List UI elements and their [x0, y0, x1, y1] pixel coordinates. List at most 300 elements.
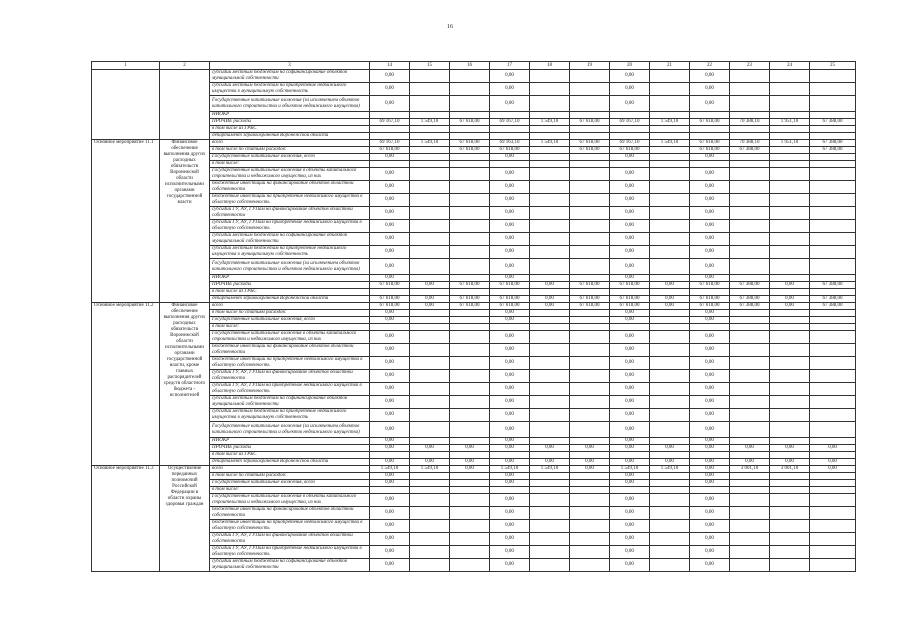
- amount-cell: 0,00: [610, 275, 650, 282]
- amount-cell: 1 549,10: [410, 119, 450, 126]
- amount-cell: [730, 357, 770, 370]
- amount-cell: [450, 507, 490, 520]
- amount-cell: [650, 96, 690, 112]
- amount-cell: [490, 452, 530, 459]
- amount-cell: [770, 233, 810, 246]
- expense-label: всего: [210, 140, 370, 147]
- amount-cell: [530, 83, 570, 96]
- amount-cell: [690, 126, 730, 133]
- amount-cell: 0,00: [370, 546, 410, 559]
- amount-cell: [450, 494, 490, 507]
- amount-cell: [770, 487, 810, 494]
- amount-cell: 67 618,00: [690, 282, 730, 289]
- amount-cell: 0,00: [610, 520, 650, 533]
- amount-cell: [650, 357, 690, 370]
- amount-cell: 67 618,00: [690, 147, 730, 154]
- amount-cell: 67 388,00: [810, 282, 856, 289]
- amount-cell: [770, 317, 810, 324]
- amount-cell: [450, 396, 490, 409]
- amount-cell: [770, 147, 810, 154]
- amount-cell: 0,00: [690, 396, 730, 409]
- amount-cell: [770, 357, 810, 370]
- amount-cell: 67 618,00: [490, 296, 530, 303]
- amount-cell: [770, 246, 810, 259]
- expense-label: бюджетные инвестиции на финансирование объектов областной собственности: [210, 507, 370, 520]
- amount-cell: [530, 559, 570, 572]
- amount-cell: 0,00: [690, 357, 730, 370]
- amount-cell: [450, 96, 490, 112]
- amount-cell: 0,00: [690, 383, 730, 396]
- amount-cell: [570, 546, 610, 559]
- amount-cell: 67 618,00: [690, 119, 730, 126]
- amount-cell: 0,00: [370, 310, 410, 317]
- amount-cell: [410, 275, 450, 282]
- amount-cell: [730, 233, 770, 246]
- amount-cell: 0,00: [610, 370, 650, 383]
- amount-cell: [730, 112, 770, 119]
- amount-cell: [770, 154, 810, 161]
- amount-cell: [530, 396, 570, 409]
- amount-cell: 0,00: [530, 445, 570, 452]
- amount-cell: [730, 452, 770, 459]
- expense-label: департамент здравоохранения Воронежской области: [210, 296, 370, 303]
- amount-cell: 67 618,00: [370, 296, 410, 303]
- expense-label: в том числе:: [210, 161, 370, 168]
- amount-cell: [810, 452, 856, 459]
- amount-cell: [810, 383, 856, 396]
- amount-cell: [810, 207, 856, 220]
- amount-cell: [730, 546, 770, 559]
- amount-cell: 0,00: [410, 296, 450, 303]
- amount-cell: 0,00: [490, 494, 530, 507]
- amount-cell: 0,00: [690, 344, 730, 357]
- expense-label: Государственные капитальные вложения (за исключением объектов капитального строительства и объектов недвижимого имущества): [210, 422, 370, 438]
- amount-cell: 0,00: [690, 473, 730, 480]
- column-header: 15: [410, 62, 450, 70]
- amount-cell: 0,00: [490, 70, 530, 83]
- amount-cell: 1 549,10: [530, 119, 570, 126]
- amount-cell: 0,00: [690, 194, 730, 207]
- amount-cell: [770, 112, 810, 119]
- amount-cell: [410, 133, 450, 140]
- amount-cell: [370, 324, 410, 331]
- amount-cell: 0,00: [370, 168, 410, 181]
- amount-cell: 0,00: [810, 445, 856, 452]
- amount-cell: [770, 133, 810, 140]
- event-cell: Основное мероприятие 11.2: [92, 303, 160, 466]
- amount-cell: 0,00: [770, 282, 810, 289]
- amount-cell: [770, 533, 810, 546]
- amount-cell: 67 618,00: [610, 282, 650, 289]
- amount-cell: [450, 207, 490, 220]
- column-header: 21: [650, 62, 690, 70]
- column-header: 1: [92, 62, 160, 70]
- description-cell: [160, 70, 210, 140]
- amount-cell: [770, 438, 810, 445]
- amount-cell: [450, 452, 490, 459]
- amount-cell: 0,00: [370, 96, 410, 112]
- amount-cell: [410, 324, 450, 331]
- amount-cell: 0,00: [610, 317, 650, 324]
- amount-cell: [730, 559, 770, 572]
- amount-cell: [730, 409, 770, 422]
- amount-cell: [410, 181, 450, 194]
- amount-cell: [810, 507, 856, 520]
- amount-cell: 67 618,00: [570, 303, 610, 310]
- amount-cell: 69 167,10: [370, 140, 410, 147]
- amount-cell: 0,00: [610, 83, 650, 96]
- amount-cell: [530, 259, 570, 275]
- amount-cell: [410, 383, 450, 396]
- amount-cell: [810, 220, 856, 233]
- description-cell: Финансовое обеспечение выполнения других расходных обязательств Воронежской области исполнительными органами государственной власти, кроме главных распорядителей средств областного бюджета - исполнителей: [160, 303, 210, 466]
- amount-cell: [770, 494, 810, 507]
- amount-cell: [370, 289, 410, 296]
- amount-cell: 0,00: [610, 331, 650, 344]
- amount-cell: 67 388,00: [810, 140, 856, 147]
- expense-label: Государственные капитальные вложения, всего: [210, 154, 370, 161]
- table-row: [92, 140, 856, 147]
- expense-label: НИОКР: [210, 438, 370, 445]
- amount-cell: [770, 452, 810, 459]
- amount-cell: 0,00: [610, 459, 650, 466]
- amount-cell: [450, 194, 490, 207]
- amount-cell: [410, 357, 450, 370]
- column-header: 20: [610, 62, 650, 70]
- amount-cell: [650, 559, 690, 572]
- amount-cell: [650, 409, 690, 422]
- amount-cell: 0,00: [610, 96, 650, 112]
- amount-cell: 0,00: [370, 459, 410, 466]
- amount-cell: 0,00: [690, 83, 730, 96]
- amount-cell: [570, 370, 610, 383]
- amount-cell: [810, 533, 856, 546]
- amount-cell: [410, 246, 450, 259]
- amount-cell: [370, 126, 410, 133]
- amount-cell: 1 549,10: [610, 466, 650, 473]
- amount-cell: 0,00: [610, 438, 650, 445]
- amount-cell: 67 388,00: [730, 147, 770, 154]
- amount-cell: 0,00: [610, 480, 650, 487]
- amount-cell: 0,00: [530, 282, 570, 289]
- amount-cell: 0,00: [730, 445, 770, 452]
- amount-cell: [570, 487, 610, 494]
- amount-cell: 0,00: [610, 154, 650, 161]
- amount-cell: [570, 310, 610, 317]
- column-header: 19: [570, 62, 610, 70]
- expense-label: в том числе по статьям расходов:: [210, 473, 370, 480]
- amount-cell: [570, 220, 610, 233]
- amount-cell: 0,00: [690, 70, 730, 83]
- amount-cell: 0,00: [690, 520, 730, 533]
- amount-cell: [810, 259, 856, 275]
- amount-cell: 67 388,00: [730, 282, 770, 289]
- amount-cell: 0,00: [570, 466, 610, 473]
- amount-cell: 67 388,00: [810, 147, 856, 154]
- expense-label: субсидии местным бюджетам на софинансирование объектов муниципальной собственности: [210, 396, 370, 409]
- amount-cell: [810, 480, 856, 487]
- event-cell: Основное мероприятие 11.3: [92, 466, 160, 572]
- amount-cell: [450, 546, 490, 559]
- expense-label: НИОКР: [210, 275, 370, 282]
- amount-cell: [650, 289, 690, 296]
- table-row: [92, 303, 856, 310]
- amount-cell: 69 167,10: [610, 140, 650, 147]
- amount-cell: [570, 83, 610, 96]
- amount-cell: 67 618,00: [610, 296, 650, 303]
- amount-cell: [450, 154, 490, 161]
- amount-cell: [810, 96, 856, 112]
- amount-cell: [370, 133, 410, 140]
- amount-cell: [650, 533, 690, 546]
- amount-cell: [450, 275, 490, 282]
- amount-cell: [810, 246, 856, 259]
- amount-cell: [810, 357, 856, 370]
- amount-cell: [610, 487, 650, 494]
- amount-cell: [530, 344, 570, 357]
- amount-cell: [650, 507, 690, 520]
- amount-cell: [650, 310, 690, 317]
- amount-cell: [730, 533, 770, 546]
- amount-cell: 0,00: [490, 533, 530, 546]
- column-header: 18: [530, 62, 570, 70]
- amount-cell: 0,00: [650, 445, 690, 452]
- amount-cell: [730, 383, 770, 396]
- amount-cell: [530, 546, 570, 559]
- column-header: 2: [160, 62, 210, 70]
- amount-cell: [770, 70, 810, 83]
- amount-cell: 0,00: [490, 520, 530, 533]
- amount-cell: 3 001,10: [730, 466, 770, 473]
- amount-cell: [770, 220, 810, 233]
- amount-cell: [810, 181, 856, 194]
- amount-cell: [770, 507, 810, 520]
- amount-cell: [730, 317, 770, 324]
- amount-cell: 0,00: [690, 220, 730, 233]
- amount-cell: [450, 220, 490, 233]
- amount-cell: 0,00: [370, 370, 410, 383]
- amount-cell: [450, 559, 490, 572]
- amount-cell: [690, 452, 730, 459]
- amount-cell: 67 618,00: [570, 140, 610, 147]
- amount-cell: 0,00: [610, 533, 650, 546]
- amount-cell: 1 549,10: [530, 466, 570, 473]
- amount-cell: 0,00: [410, 282, 450, 289]
- amount-cell: [450, 331, 490, 344]
- amount-cell: [450, 83, 490, 96]
- expense-label: Государственные капитальные вложения в объекты капитального строительства и недвижимого имущества, из них: [210, 494, 370, 507]
- amount-cell: [770, 344, 810, 357]
- amount-cell: [770, 161, 810, 168]
- amount-cell: [730, 246, 770, 259]
- amount-cell: 67 618,00: [570, 296, 610, 303]
- amount-cell: [570, 233, 610, 246]
- header-row: [92, 62, 856, 70]
- amount-cell: [570, 422, 610, 438]
- amount-cell: [570, 357, 610, 370]
- amount-cell: [450, 161, 490, 168]
- amount-cell: [730, 154, 770, 161]
- amount-cell: [450, 344, 490, 357]
- amount-cell: [610, 452, 650, 459]
- amount-cell: [730, 520, 770, 533]
- amount-cell: 0,00: [370, 438, 410, 445]
- amount-cell: [690, 112, 730, 119]
- amount-cell: [410, 161, 450, 168]
- amount-cell: 69 167,10: [610, 119, 650, 126]
- amount-cell: [530, 317, 570, 324]
- amount-cell: [450, 126, 490, 133]
- amount-cell: 0,00: [490, 480, 530, 487]
- amount-cell: 1 549,10: [650, 119, 690, 126]
- expense-label: Государственные капитальные вложения в объекты капитального строительства и недвижимого имущества, из них: [210, 168, 370, 181]
- amount-cell: [570, 533, 610, 546]
- amount-cell: 0,00: [490, 96, 530, 112]
- amount-cell: [570, 181, 610, 194]
- amount-cell: 0,00: [410, 445, 450, 452]
- amount-cell: [570, 70, 610, 83]
- amount-cell: 0,00: [530, 303, 570, 310]
- amount-cell: [650, 422, 690, 438]
- amount-cell: 0,00: [610, 422, 650, 438]
- amount-cell: 0,00: [690, 546, 730, 559]
- amount-cell: 0,00: [730, 459, 770, 466]
- amount-cell: [650, 207, 690, 220]
- amount-cell: [810, 559, 856, 572]
- amount-cell: [730, 289, 770, 296]
- expense-label: Государственные капитальные вложения (за исключением объектов капитального строительства и объектов недвижимого имущества): [210, 259, 370, 275]
- amount-cell: [570, 126, 610, 133]
- amount-cell: 0,00: [610, 409, 650, 422]
- amount-cell: [650, 83, 690, 96]
- amount-cell: 0,00: [690, 96, 730, 112]
- amount-cell: [810, 168, 856, 181]
- amount-cell: 0,00: [370, 533, 410, 546]
- expense-label: субсидии местным бюджетам на софинансирование объектов муниципальной собственности: [210, 233, 370, 246]
- amount-cell: [570, 344, 610, 357]
- amount-cell: 67 618,00: [690, 140, 730, 147]
- amount-cell: 67 618,00: [490, 282, 530, 289]
- amount-cell: 0,00: [810, 466, 856, 473]
- amount-cell: [730, 494, 770, 507]
- amount-cell: [770, 96, 810, 112]
- amount-cell: [570, 438, 610, 445]
- amount-cell: 0,00: [690, 246, 730, 259]
- amount-cell: [810, 133, 856, 140]
- amount-cell: [570, 473, 610, 480]
- amount-cell: [530, 324, 570, 331]
- expense-label: бюджетные инвестиции на приобретение недвижимого имущества в областную собственность: [210, 194, 370, 207]
- amount-cell: [530, 357, 570, 370]
- amount-cell: [610, 289, 650, 296]
- expense-label: в том числе по статьям расходов:: [210, 310, 370, 317]
- amount-cell: [530, 438, 570, 445]
- amount-cell: 69 163,10: [490, 140, 530, 147]
- amount-cell: [410, 194, 450, 207]
- amount-cell: 0,00: [610, 494, 650, 507]
- amount-cell: [770, 422, 810, 438]
- amount-cell: [410, 546, 450, 559]
- amount-cell: [530, 233, 570, 246]
- amount-cell: 1 549,10: [530, 140, 570, 147]
- column-header: 23: [730, 62, 770, 70]
- amount-cell: [410, 83, 450, 96]
- amount-cell: [810, 494, 856, 507]
- amount-cell: 0,00: [610, 233, 650, 246]
- amount-cell: [570, 396, 610, 409]
- amount-cell: [770, 275, 810, 282]
- amount-cell: [410, 438, 450, 445]
- amount-cell: [730, 370, 770, 383]
- amount-cell: 0,00: [610, 473, 650, 480]
- expense-label: субсидии местным бюджетам на софинансирование объектов муниципальной собственности: [210, 70, 370, 83]
- amount-cell: [530, 533, 570, 546]
- amount-cell: 67 618,00: [450, 282, 490, 289]
- expense-label: бюджетные инвестиции на финансирование объектов областной собственности: [210, 181, 370, 194]
- amount-cell: 0,00: [690, 533, 730, 546]
- amount-cell: 0,00: [370, 520, 410, 533]
- amount-cell: 0,00: [690, 310, 730, 317]
- amount-cell: 67 618,00: [370, 147, 410, 154]
- amount-cell: 67 618,00: [490, 303, 530, 310]
- amount-cell: [650, 480, 690, 487]
- amount-cell: 0,00: [370, 480, 410, 487]
- amount-cell: [570, 409, 610, 422]
- amount-cell: 0,00: [370, 445, 410, 452]
- amount-cell: 0,00: [610, 507, 650, 520]
- amount-cell: [450, 438, 490, 445]
- amount-cell: 67 618,00: [370, 282, 410, 289]
- amount-cell: [490, 289, 530, 296]
- amount-cell: 1 549,10: [650, 466, 690, 473]
- amount-cell: 0,00: [490, 546, 530, 559]
- amount-cell: [770, 324, 810, 331]
- amount-cell: 0,00: [610, 310, 650, 317]
- amount-cell: [450, 259, 490, 275]
- amount-cell: 0,00: [370, 317, 410, 324]
- amount-cell: [650, 233, 690, 246]
- amount-cell: 0,00: [490, 438, 530, 445]
- amount-cell: 0,00: [610, 357, 650, 370]
- amount-cell: 0,00: [690, 480, 730, 487]
- amount-cell: 0,00: [370, 396, 410, 409]
- amount-cell: [770, 207, 810, 220]
- amount-cell: [410, 331, 450, 344]
- amount-cell: [570, 317, 610, 324]
- amount-cell: 1 549,10: [410, 140, 450, 147]
- amount-cell: [450, 181, 490, 194]
- amount-cell: [650, 331, 690, 344]
- expense-label: субсидии ГУ, АУ, ГУПам на финансирование объектов областной собственности: [210, 370, 370, 383]
- amount-cell: 0,00: [370, 259, 410, 275]
- amount-cell: [530, 480, 570, 487]
- amount-cell: [450, 370, 490, 383]
- expense-label: в том числе:: [210, 487, 370, 494]
- amount-cell: 0,00: [610, 220, 650, 233]
- amount-cell: [410, 289, 450, 296]
- amount-cell: [410, 220, 450, 233]
- amount-cell: 0,00: [490, 194, 530, 207]
- amount-cell: [530, 70, 570, 83]
- amount-cell: [570, 246, 610, 259]
- amount-cell: 67 618,00: [610, 303, 650, 310]
- column-header: 22: [690, 62, 730, 70]
- amount-cell: [450, 168, 490, 181]
- amount-cell: 0,00: [810, 459, 856, 466]
- amount-cell: 0,00: [490, 357, 530, 370]
- amount-cell: 0,00: [610, 546, 650, 559]
- column-header: 17: [490, 62, 530, 70]
